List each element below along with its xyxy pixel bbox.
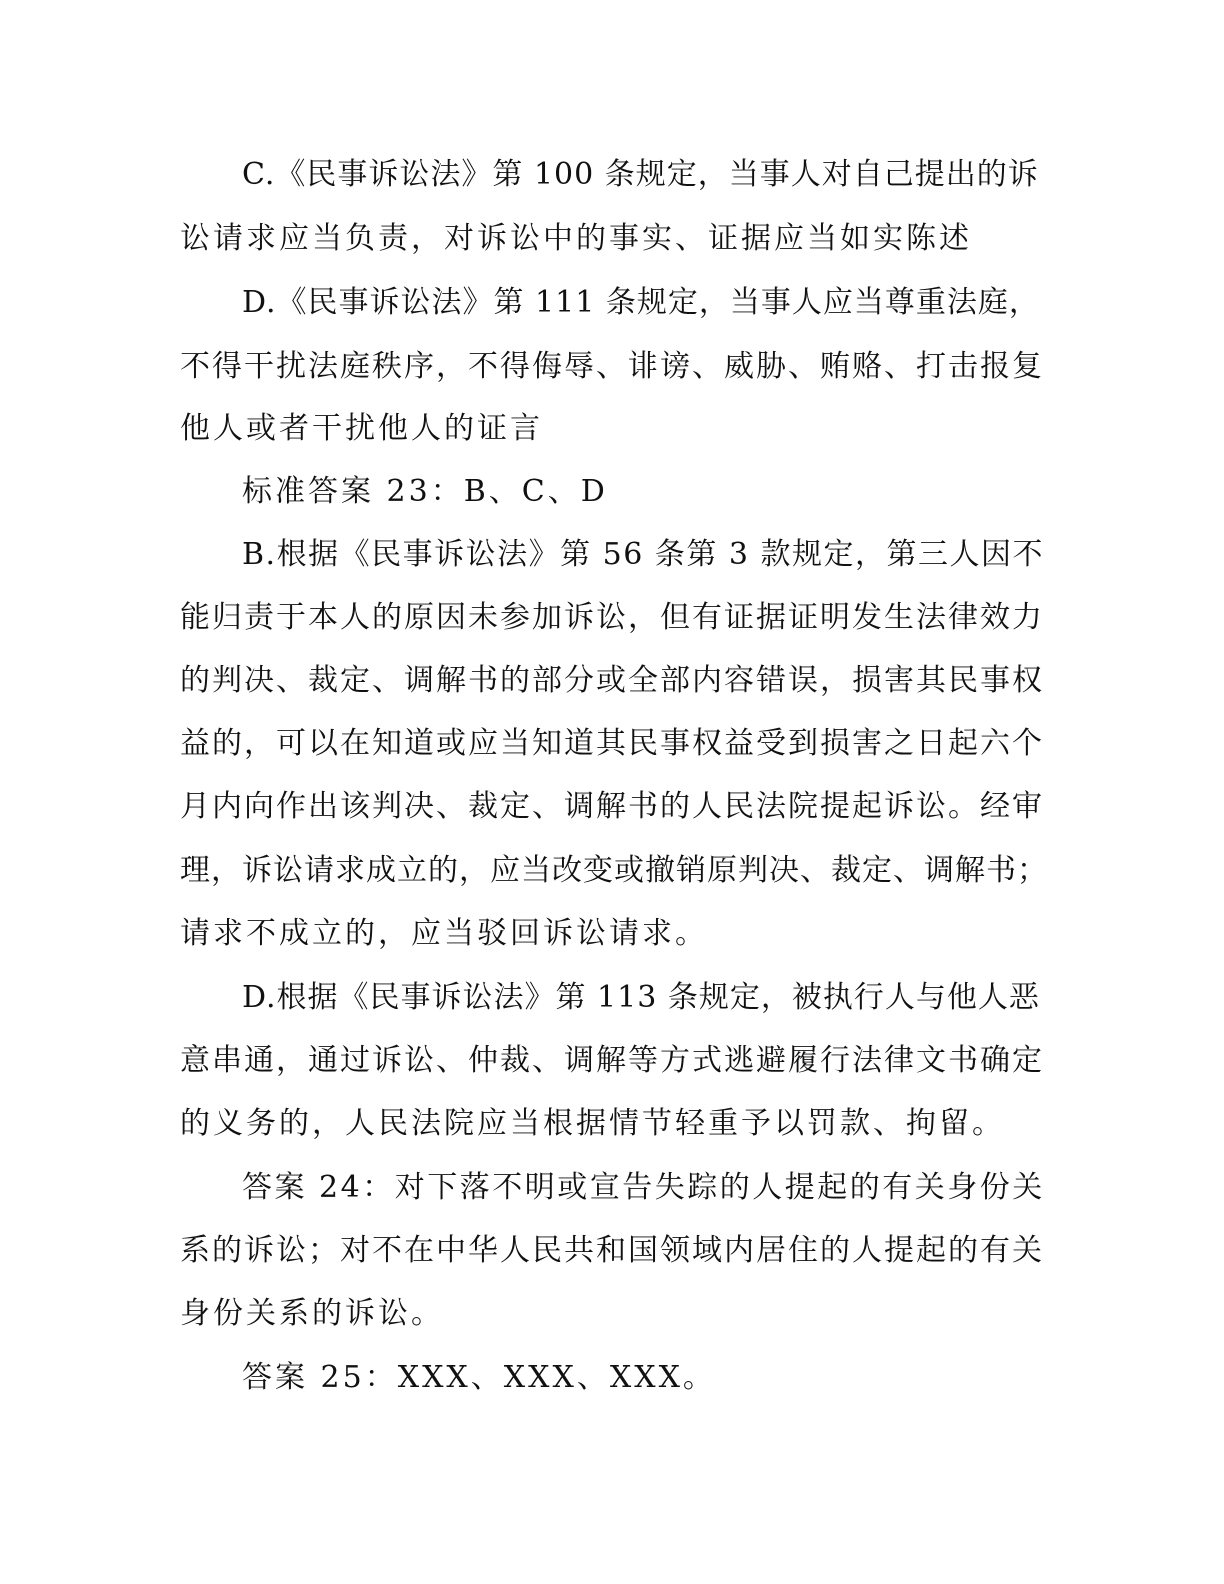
text-line: 的判决、裁定、调解书的部分或全部内容错误，损害其民事权 [180, 663, 1044, 698]
answer-heading: 标准答案 23：B、C、D [242, 474, 608, 509]
text-line: 讼请求应当负责，对诉讼中的事实、证据应当如实陈述 [180, 221, 972, 256]
text-line: 请求不成立的，应当驳回诉讼请求。 [180, 916, 708, 951]
text-line: 意串通，通过诉讼、仲裁、调解等方式逃避履行法律文书确定 [180, 1043, 1044, 1078]
text-line: B.根据《民事诉讼法》第 56 条第 3 款规定，第三人因不 [242, 537, 1044, 572]
text-line: D.《民事诉讼法》第 111 条规定，当事人应当尊重法庭， [242, 285, 1040, 320]
text-line: D.根据《民事诉讼法》第 113 条规定，被执行人与他人恶 [242, 980, 1040, 1015]
text-line: 系的诉讼；对不在中华人民共和国领域内居住的人提起的有关 [180, 1233, 1044, 1268]
answer-heading: 答案 25：XXX、XXX、XXX。 [242, 1360, 716, 1395]
text-line: 身份关系的诉讼。 [180, 1296, 444, 1331]
text-line: 月内向作出该判决、裁定、调解书的人民法院提起诉讼。经审 [180, 789, 1044, 824]
answer-heading: 答案 24：对下落不明或宣告失踪的人提起的有关身份关 [242, 1170, 1045, 1205]
text-line: 他人或者干扰他人的证言 [180, 411, 543, 446]
text-line: 的义务的，人民法院应当根据情节轻重予以罚款、拘留。 [180, 1106, 1005, 1141]
text-line: C.《民事诉讼法》第 100 条规定，当事人对自己提出的诉 [242, 157, 1039, 192]
text-line: 益的，可以在知道或应当知道其民事权益受到损害之日起六个 [180, 726, 1044, 761]
text-line: 理，诉讼请求成立的，应当改变或撤销原判决、裁定、调解书； [180, 853, 1048, 888]
text-line: 不得干扰法庭秩序，不得侮辱、诽谤、威胁、贿赂、打击报复 [180, 349, 1044, 384]
text-line: 能归责于本人的原因未参加诉讼，但有证据证明发生法律效力 [180, 600, 1044, 635]
